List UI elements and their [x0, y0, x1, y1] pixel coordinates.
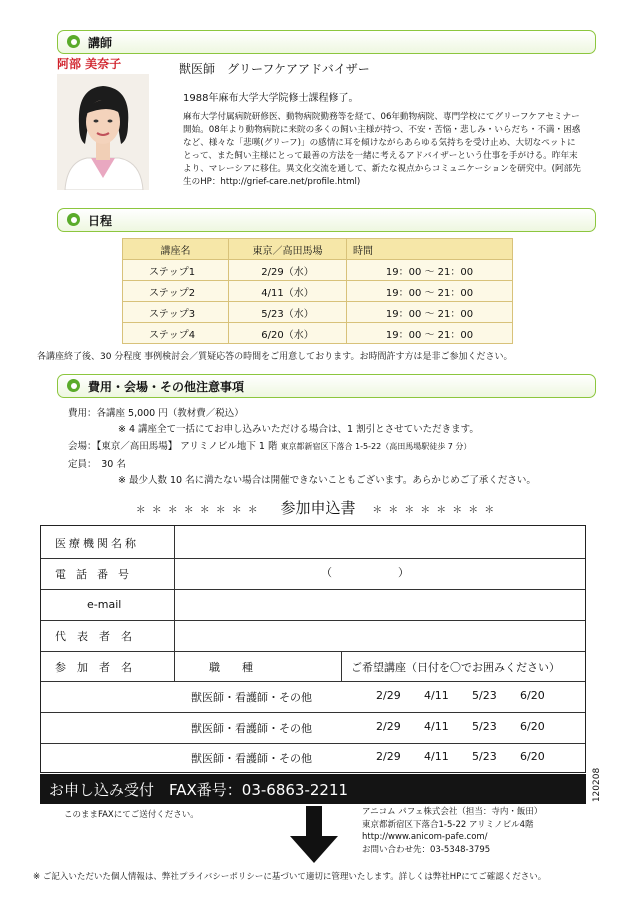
- section-title: 日程: [88, 214, 113, 228]
- stars-decoration: ＊＊＊＊＊＊＊＊: [372, 505, 501, 516]
- fax-code-text: 120208: [592, 767, 603, 803]
- occupation-options[interactable]: 獣医師・看護師・その他: [191, 752, 312, 765]
- occupation-options[interactable]: 獣医師・看護師・その他: [191, 691, 312, 704]
- table-header-row: [123, 239, 513, 260]
- company-url[interactable]: http://www.anicom-pafe.com/: [362, 832, 488, 842]
- date-option[interactable]: 5/23: [472, 689, 497, 702]
- date-option[interactable]: 6/20: [520, 750, 545, 763]
- participant-label: 参加者名: [55, 661, 143, 674]
- fees-section-header: [57, 374, 596, 398]
- fax-code: [593, 767, 607, 807]
- table-row: [123, 302, 513, 323]
- date-option[interactable]: 4/11: [424, 720, 449, 733]
- email-label: e-mail: [87, 598, 122, 611]
- table-row: [123, 281, 513, 302]
- column-header: 講座名: [123, 239, 229, 260]
- capacity-note: ※ 最少人数 10 名に満たない場合は開催できないこともございます。あらかじめご了承ください。: [118, 475, 536, 486]
- course-cell: ステップ3: [123, 302, 229, 323]
- schedule-note: 各講座終了後、30 分程度 事例検討会／質疑応答の時間をご用意しております。お時間許す方は是非ご参加ください。: [37, 352, 513, 362]
- date-option[interactable]: 2/29: [376, 689, 401, 702]
- facility-name-label: 医療機関名称: [55, 537, 139, 550]
- representative-label: 代表者名: [55, 630, 143, 643]
- course-cell: ステップ2: [123, 281, 229, 302]
- stars-decoration: ＊＊＊＊＊＊＊＊: [135, 505, 264, 516]
- date-option[interactable]: 4/11: [424, 750, 449, 763]
- venue-line: [68, 438, 471, 452]
- instructor-bio: 麻布大学付属病院研修医、動物病院勤務等を経て、06年動物病院、専門学校にてグリーフケアセミナー開始。08年より動物病院に来院の多くの飼い主様が持つ、不安・苦悩・悲しみ・いらだち・不満・困惑など、様々な「悲嘆(グリーフ)」の感情に耳を傾けながらあらゆる気持ちを受け止め、大切なペットにとって、また飼い主様にとって最善の方法を一緒に考えるアドバイザーという仕事を手がける。昨年末より、マレーシアに移住。異文化交流を通して、新たな視点からコミュニケーションを研究中。(阿部先生のHP：http://grief-care.net/profile.html): [183, 112, 581, 188]
- instructor-section-header: [57, 30, 596, 54]
- schedule-table: [122, 238, 513, 344]
- instructor-photo: [57, 74, 149, 190]
- company-info: [362, 806, 542, 856]
- representative-field[interactable]: [177, 623, 582, 649]
- table-row: [123, 260, 513, 281]
- circle-bullet-icon: [67, 35, 80, 48]
- instructor-degree: 1988年麻布大学大学院修士課程修了。: [183, 93, 359, 104]
- instructor-name: 阿部 美奈子: [57, 57, 122, 71]
- date-cell: 5/23（水）: [229, 302, 347, 323]
- time-cell: 19：00 ～ 21：00: [347, 260, 513, 281]
- course-cell: ステップ4: [123, 323, 229, 344]
- company-name: アニコム パフェ株式会社（担当：寺内・飯田）: [362, 807, 543, 817]
- date-options[interactable]: [376, 689, 568, 702]
- circle-bullet-icon: [67, 213, 80, 226]
- date-cell: 4/11（水）: [229, 281, 347, 302]
- time-cell: 19：00 ～ 21：00: [347, 323, 513, 344]
- phone-parens: （ ）: [321, 566, 409, 579]
- section-title: 講師: [88, 36, 113, 50]
- fee-line: 費用：各講座 5,000 円（教材費／税込）: [68, 408, 244, 419]
- fax-instruction: このままFAXにてご送付ください。: [64, 810, 199, 820]
- date-option[interactable]: 2/29: [376, 750, 401, 763]
- down-arrow-icon: [289, 806, 339, 864]
- instructor-title: 獣医師 グリーフケアアドバイザー: [179, 62, 370, 76]
- date-option[interactable]: 6/20: [520, 689, 545, 702]
- company-address: 東京都新宿区下落合1-5-22 アリミノビル4階: [362, 819, 534, 830]
- email-field[interactable]: [177, 592, 582, 618]
- table-row: [123, 323, 513, 344]
- circle-bullet-icon: [67, 379, 80, 392]
- course-cell: ステップ1: [123, 260, 229, 281]
- application-title-line: [0, 497, 636, 518]
- date-option[interactable]: 4/11: [424, 689, 449, 702]
- course-header: ご希望講座（日付を〇でお囲みください）: [351, 661, 560, 674]
- occupation-header: 職 種: [209, 661, 253, 674]
- facility-name-field[interactable]: [177, 529, 582, 555]
- column-header: 東京／高田馬場: [229, 239, 347, 260]
- section-title: 費用・会場・その他注意事項: [88, 380, 245, 394]
- schedule-section-header: [57, 208, 596, 232]
- date-options[interactable]: [376, 720, 568, 733]
- phone-label: 電話番号: [55, 568, 139, 581]
- venue-address: 東京都新宿区下落合 1-5-22（高田馬場駅徒歩 7 分）: [280, 442, 472, 451]
- fax-banner: [40, 774, 586, 804]
- date-cell: 2/29（水）: [229, 260, 347, 281]
- time-cell: 19：00 ～ 21：00: [347, 302, 513, 323]
- date-option[interactable]: 5/23: [472, 750, 497, 763]
- date-option[interactable]: 6/20: [520, 720, 545, 733]
- date-option[interactable]: 2/29: [376, 720, 401, 733]
- date-cell: 6/20（水）: [229, 323, 347, 344]
- venue-main: 会場：【東京／高田馬場】 アリミノビル地下 1 階: [68, 441, 278, 452]
- fax-label: お申し込み受付 FAX番号：03-6863-2211: [49, 781, 349, 799]
- application-title: 参加申込書: [280, 499, 356, 517]
- occupation-options[interactable]: 獣医師・看護師・その他: [191, 722, 312, 735]
- date-options[interactable]: [376, 750, 568, 763]
- time-cell: 19：00 ～ 21：00: [347, 281, 513, 302]
- company-contact: お問い合わせ先：03-5348-3795: [362, 844, 491, 855]
- fee-note: ※ 4 講座全て一括にてお申し込みいただける場合は、1 割引とさせていただきます。: [118, 424, 479, 435]
- capacity-line: 定員： 30 名: [68, 459, 126, 470]
- date-option[interactable]: 5/23: [472, 720, 497, 733]
- column-header: 時間: [347, 239, 513, 260]
- privacy-note: ※ ご記入いただいた個人情報は、弊社プライバシーポリシーに基づいて適切に管理いたします。詳しくは弊社HPにてご確認ください。: [33, 872, 547, 882]
- application-form: [40, 525, 586, 773]
